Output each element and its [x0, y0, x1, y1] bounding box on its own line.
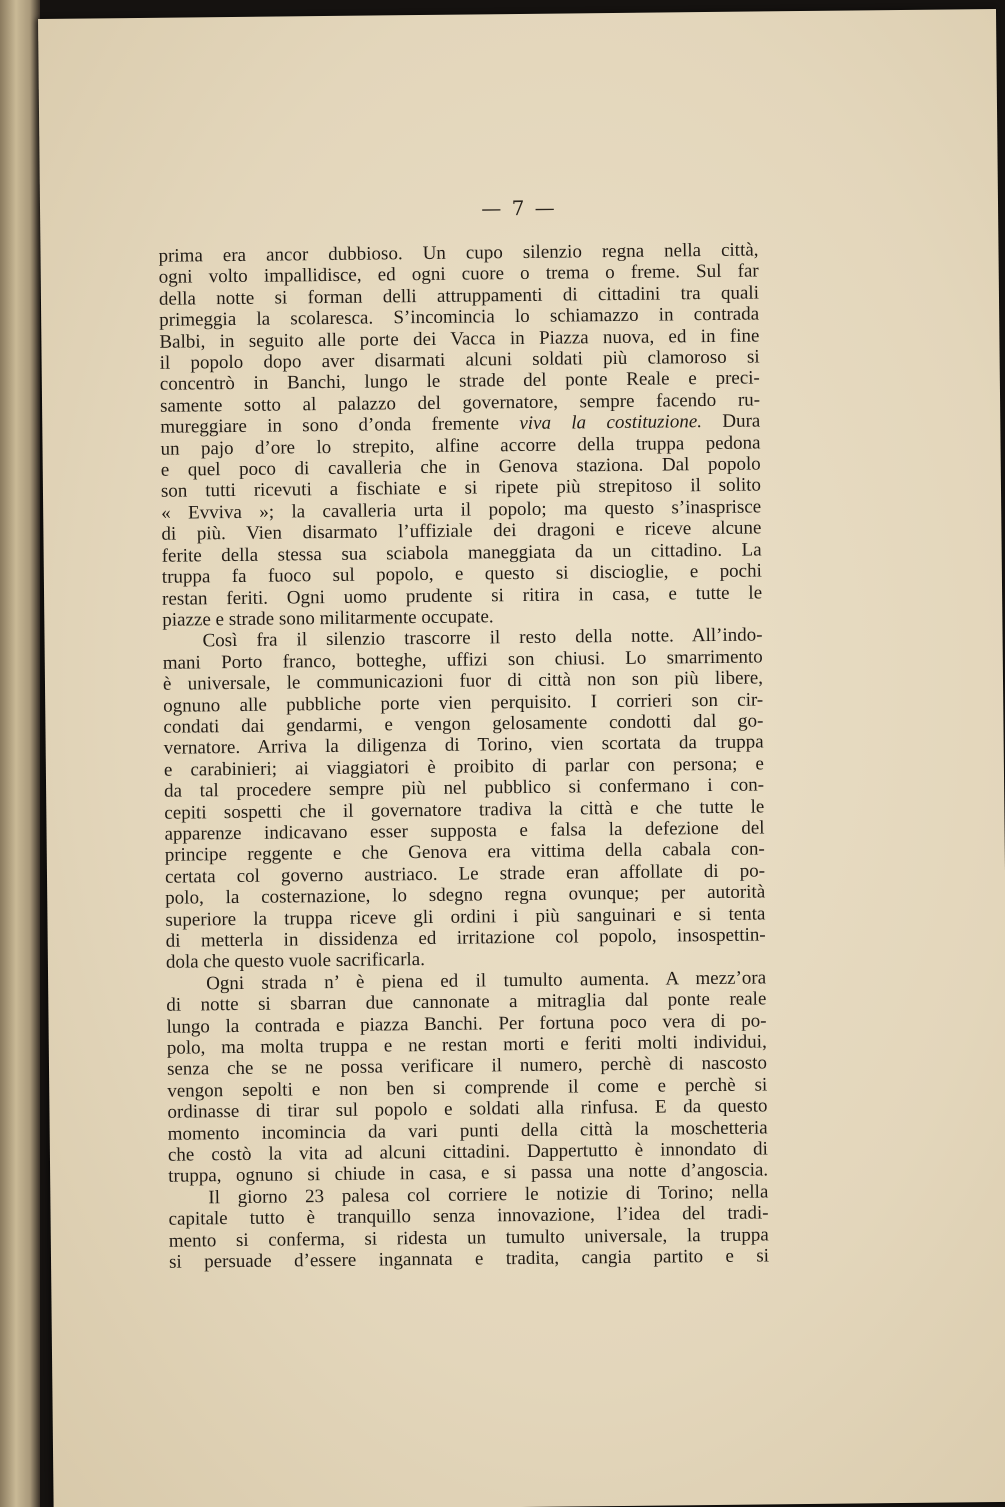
line-text: mento si conferma, si ridesta un tumulto universale, la truppa	[168, 1224, 769, 1252]
line-text: mani Porto franco, botteghe, uffizi son chiusi. Lo smarrimento	[162, 646, 763, 674]
line-text: son tutti ricevuti a fischiate e si ripete più strepitoso il solito	[160, 474, 762, 503]
line-text: lungo la contrada e piazza Banchi. Per fortuna poco vera di po-	[166, 1010, 767, 1038]
page-sheet	[38, 9, 1005, 1507]
line-text: Ogni strada n’ è piena ed il tumulto aumenta. A mezz’ora	[206, 967, 767, 995]
line-text: che costò la vita ad alcuni cittadini. Dappertutto è innondato di	[167, 1138, 769, 1166]
body-text	[158, 239, 769, 1273]
line-text: « Evviva »; la cavalleria urta il popolo; ma questo s’inasprisce	[161, 496, 762, 524]
line-text: concentrò in Banchi, lungo le strade del ponte Reale e preci-	[159, 367, 760, 396]
line-text: ordinasse di tirar sul popolo e soldati alla rinfusa. E da questo	[167, 1095, 768, 1123]
line-text: principe reggente e che Genova era vittima della cabala con-	[164, 838, 765, 867]
line-text: capitale tutto è tranquillo senza innovazione, l’idea del tradi-	[168, 1202, 769, 1230]
line-text: da tal procedere sempre più nel pubblico si confermano i con-	[164, 774, 765, 802]
book-spine-edge	[0, 0, 40, 1507]
line-text: il popolo dopo aver disarmati alcuni soldati più clamoroso si	[159, 346, 760, 374]
line-text: certata col governo austriaco. Le strade eran affollate di po-	[164, 860, 766, 888]
line-text: Il giorno 23 palesa col corriere le notizie di Torino; nella	[208, 1181, 769, 1209]
line-text: samente sotto al palazzo del governatore, sempre facendo ru-	[159, 389, 761, 417]
line-text: superiore la truppa riceve gli ordini i più sanguinari e si tenta	[165, 903, 766, 931]
italic-phrase: viva la costituzione.	[519, 411, 703, 435]
line-text: mureggiare in sono d’onda fremente	[160, 413, 500, 439]
line-text-after: Dura	[701, 410, 761, 433]
line-text: si persuade d’essere ingannata e tradita, cangia partito e si	[168, 1245, 770, 1273]
line-text: prima era ancor dubbioso. Un cupo silenzio regna nella città,	[158, 239, 759, 267]
line-text: ferite della stessa sua sciabola maneggiata da un cittadino. La	[161, 539, 762, 567]
line-text: ogni volto impallidisce, ed ogni cuore o trema o freme. Sul far	[158, 260, 759, 289]
line-text: Balbi, in seguito alle porte dei Vacca in Piazza nuova, ed in fine	[159, 325, 760, 353]
line-text: di metterla in dissidenza ed irritazione col popolo, insospettin-	[165, 924, 766, 952]
line-text: di notte si sbarran due cannonate a mitraglia dal ponte reale	[166, 988, 767, 1016]
line-text: è universale, le communicazioni fuor di città non son più libere,	[162, 667, 764, 695]
line-text: vernatore. Arriva la diligenza di Torino, vien scortata da truppa	[163, 731, 764, 760]
line-text: dola che questo vuole sacrificarla.	[165, 949, 426, 974]
line-text: polo, ma molta truppa e ne restan morti e feriti molti individui,	[166, 1031, 767, 1059]
line-text: primeggia la scolaresca. S’incomincia lo schiamazzo in contrada	[159, 303, 760, 331]
line-text: un pajo d’ore lo strepito, alfine accorre della truppa pedona	[160, 432, 761, 460]
line-text: momento incomincia da vari punti della città la moschetteria	[167, 1117, 768, 1145]
line-text: senza che se ne possa verificare il numero, perchè di nascosto	[166, 1052, 768, 1081]
line-text: polo, la costernazione, lo sdegno regna ovunque; per autorità	[165, 881, 766, 909]
line-text: e carabinieri; ai viaggiatori è proibito di parlar con persona; e	[163, 753, 764, 781]
line-text: Così fra il silenzio trascorre il resto della notte. All’indo-	[202, 624, 763, 652]
line-text: truppa, ognuno si chiude in casa, e si passa una notte d’angoscia.	[168, 1159, 769, 1188]
page-number: — 7 —	[481, 195, 557, 221]
line-text: e quel poco di cavalleria che in Genova staziona. Dal popolo	[160, 453, 761, 481]
line-text: piazze e strade sono militarmente occupate.	[162, 606, 494, 631]
line-text: ognuno alle pubbliche porte vien perquisito. I corrieri son cir-	[163, 688, 764, 717]
line-text: apparenze indicavano esser supposta e falsa la defezione del	[164, 817, 765, 845]
line-text: restan feriti. Ogni uomo prudente si ritira in casa, e tutte le	[161, 581, 763, 610]
line-text: di più. Vien disarmato l’uffiziale dei dragoni e riceve alcune	[161, 517, 762, 546]
line-text: truppa fa fuoco sul popolo, e questo si discioglie, e pochi	[161, 560, 762, 588]
line-text: cepiti sospetti che il governatore tradiva la città e che tutte le	[164, 796, 765, 824]
line-text: condati dai gendarmi, e vengon gelosamente condotti dal go-	[163, 710, 764, 738]
line-text: vengon sepolti e non ben si comprende il come e perchè si	[167, 1074, 768, 1102]
line-text: della notte si forman delli attruppamenti di cittadini tra quali	[158, 282, 760, 310]
